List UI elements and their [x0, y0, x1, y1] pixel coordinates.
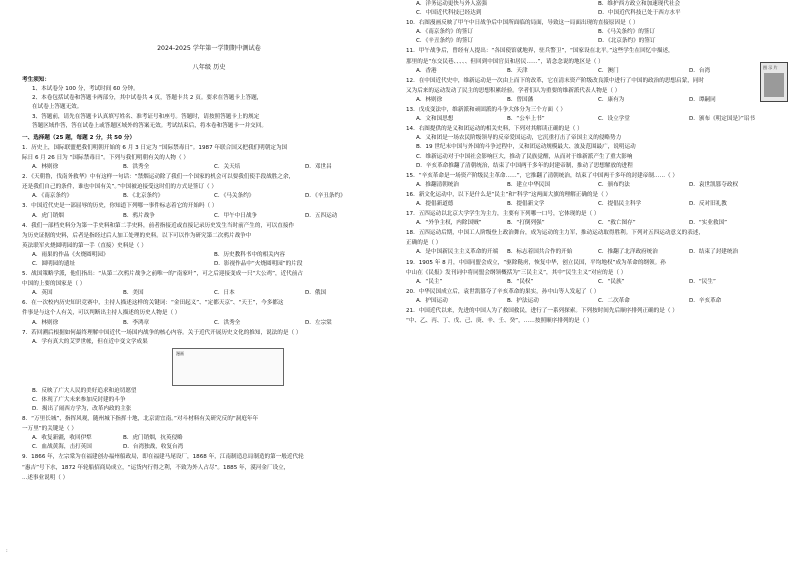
answer-option: D．颁布《明定国是》”诏书 — [689, 116, 755, 123]
question-text: “惠吉”号下水，1872 年轮船招商局成立，“运货内行得之利，不致为外人占尽”。1885 年，漠河金厂设立， — [22, 464, 290, 471]
answer-option: B．维护西方政立和加速现代社会 — [598, 1, 681, 7]
question-text: 9．1866 年，左宗棠为在福建创办福州船政局，即在福建马尾设厂，1868 年，江南制造总局制造的第一般近代轮 — [22, 454, 304, 461]
answer-option: B．曾国藩 — [507, 96, 534, 103]
answer-option: C．洪秀全 — [214, 319, 241, 326]
option-row — [406, 181, 780, 190]
answer-option: A．洋务运动更快与外人富强 — [416, 1, 487, 7]
answer-option: B．《北京条约》 — [123, 193, 164, 200]
question-text: 20．中华民国成立后，袁世凯篡夺了辛亥革命的果实，孙中山等人发起了（ ） — [406, 288, 600, 295]
notice-item: 3、答题前，请先在答题卡认真填写姓名、准考证号和座号。答题时，请按照答题卡上的规定 — [32, 113, 260, 120]
answer-option: C．“民族” — [598, 278, 625, 285]
photo-caption: 图 示 片 — [763, 65, 778, 70]
answer-option: D．反对旧礼教 — [689, 200, 727, 207]
notice-heading: 考生须知： — [22, 77, 50, 84]
answer-option: C．体现了广大未来参加反封建的斗争 — [32, 396, 126, 403]
answer-option: C．关天培 — [214, 164, 241, 171]
question-text: 21．中国近代以来，先进的中国人为了救国救民，进行了一系列探索。下列按时间先后顺序排列正确的是（ ） — [406, 308, 678, 314]
answer-option: A．虎门销烟 — [32, 212, 64, 219]
option-row — [406, 9, 780, 18]
answer-option: B．洪秀全 — [123, 164, 150, 171]
answer-option: C．中国近代科技已经达到 — [416, 10, 482, 17]
answer-option: C．圆明园的遗址 — [32, 260, 76, 267]
question-text: 正确的是（ ） — [406, 240, 442, 247]
answer-option: D．辛亥革命 — [689, 297, 722, 304]
answer-option: C．“救亡图存” — [598, 220, 636, 227]
answer-option: B．鸦片战争 — [123, 212, 155, 219]
question-text: 17．五四运动以北京大学学生为主力，主要有下列哪一口号，它体现的是（ ） — [406, 211, 600, 218]
answer-option: D．揭出了闹西方学为，改革内政的主张 — [32, 406, 132, 412]
option-row — [406, 278, 780, 287]
option-row — [406, 96, 780, 105]
notice-item: 答题区域作答，答在试卷上或答题区域外的答案无效。考试结束后，将本卷和答题卡一并交回。 — [32, 122, 267, 129]
question-text: 8．“万里长城”，指挥风观，随州城下指挥十地，北京需宜南。”对斗材料有关研究反的“洞庭年年 — [22, 416, 259, 423]
question-text: 16．新文化运动中，以下是什么是“民主”和“科学”这两面大旗的理解正确的是（ ） — [406, 191, 612, 198]
answer-option: C．甲午中日战争 — [214, 212, 258, 219]
question-text: “中、乙、丙、丁、戊、己、庚、辛、壬、癸”，……按照顺序排列的是（ ） — [406, 318, 593, 325]
answer-option: C．二次革命 — [598, 297, 630, 304]
cartoon-caption: 漫画 — [176, 350, 184, 356]
option-row — [22, 260, 396, 269]
answer-option: D．邓世昌 — [305, 164, 332, 171]
answer-option: B．“民权” — [507, 278, 534, 285]
question-text: 15．“辛亥革命是一场资产阶级民主革命……”，它推翻了清朝统治，结束了中国两千多年的封建帝制……（ ） — [406, 172, 679, 179]
answer-option: C．日本 — [214, 290, 235, 297]
answer-option: A．《南京条约》的签订 — [416, 29, 473, 36]
question-text: 11．甲午战争后，曾经有人提出：“各国使馆就地界，驻兵警卫”，“国家设在北平。”这些学生在回忆中描述， — [406, 48, 674, 55]
answer-option: A．英国 — [32, 290, 53, 297]
question-text: 7．若回溯后根据如何最终理解中国近代一场国内战争的核心内容。关于近代开展历史文化的推知，说法的是（ ） — [22, 329, 302, 336]
answer-option: B．反映了广大人民的美好追求和迫切愿望 — [32, 387, 137, 394]
question-text: 13．戊戌变法中，维新派和顽固派的斗争大体分为三个方面（ ） — [406, 107, 566, 114]
answer-option: D．“实业救国” — [689, 220, 728, 227]
question-text: 中山在《民报》发刊词中将同盟会纲领概括为“三民主义”，其中“民生主义”对应的是（ ） — [406, 269, 627, 276]
answer-option: B．“公车上书” — [507, 116, 545, 123]
question-text: 1．历史上，国际联盟把我们明朝开始的 6 月 3 日定为 “国际禁毒日”。1987 年联合国又把我们明朝定为国 — [22, 144, 288, 151]
notice-item: 1、本试卷分 100 分，考试时间 60 分钟。 — [32, 86, 139, 93]
option-row — [406, 67, 780, 76]
question-text: 为历史证据的史料，后者是指经过后人加工处理的史料。以下可以作为研究第二次鸦片战争中 — [22, 232, 252, 239]
answer-option: B．历史教科书中的相关内容 — [214, 251, 285, 258]
left-questions — [22, 144, 396, 483]
answer-option: A．《南京条约》 — [32, 193, 73, 200]
answer-option: D．袁世凯篡夺政权 — [689, 181, 739, 188]
answer-option: B．提倡新文学 — [507, 200, 545, 207]
answer-option: C．推翻了北洋政府统治 — [598, 249, 658, 256]
answer-option: A．“民主” — [416, 278, 443, 285]
answer-option: D．五四运动 — [305, 212, 338, 219]
answer-option: A．收复新疆，收回伊犁 — [32, 435, 92, 442]
notice-item: 在试卷上答题无效。 — [32, 104, 83, 111]
answer-option: A．林则徐 — [32, 319, 59, 326]
cartoon-illustration — [172, 348, 284, 386]
answer-option: A．提倡新道德 — [416, 200, 454, 207]
answer-option: A．义和团是一场农民阶级领导的反帝爱国运动，它沉重打击了帝国主义的侵略势力 — [416, 135, 622, 142]
answer-option: A．“外争主权，内除国贼” — [416, 220, 482, 227]
answer-option: D．俄国 — [305, 290, 327, 297]
answer-option: C．设立学堂 — [598, 116, 630, 123]
answer-option — [305, 443, 396, 452]
answer-option: D．中国近代科技已处于西方水平 — [598, 10, 681, 17]
answer-option: D．影视作品中“火烧圆明园”的片段 — [214, 260, 303, 267]
option-row — [22, 434, 396, 443]
answer-option: C．颁布约法 — [598, 181, 630, 188]
answer-option: B．护法运动 — [507, 297, 539, 304]
option-row — [406, 219, 780, 228]
question-text: ...述事业说明（ ） — [22, 474, 69, 481]
answer-option: B．建立中华民国 — [507, 181, 550, 188]
answer-option: B．虎门销烟，抗英侵略 — [123, 435, 183, 442]
answer-option: A．推翻清朝统治 — [416, 181, 459, 188]
answer-option — [214, 434, 305, 443]
answer-option: D．《北京条约》的签订 — [598, 38, 656, 45]
answer-option: B．天津 — [507, 67, 528, 74]
answer-option: B．《马关条约》的签订 — [598, 29, 655, 36]
question-text: 又为后来的运动发动了民主的思想积累经验。学者们认为重要的维新派代表人物是（ ） — [406, 87, 621, 94]
answer-option: D．结束了封建统治 — [689, 249, 739, 256]
option-row — [406, 37, 780, 46]
answer-option — [214, 443, 305, 452]
question-text: 英法联军火烧圆明园的第一手（直接）史料是（ ） — [22, 242, 147, 249]
section-heading: 一、选择题（25 题，每题 2 分，共 50 分） — [22, 134, 136, 141]
margin-mark: : — [6, 548, 8, 554]
answer-option: C．康有为 — [598, 96, 625, 103]
option-row — [406, 0, 780, 9]
question-text: 际日 6 月 26 日为 “国际禁毒日”。下列与我们明朝有关的人物（ ） — [22, 154, 189, 161]
notice-item: 2、本卷包括试卷和答题卡两部分，其中试卷共 4 页，答题卡共 2 页。要求在答题卡上答题， — [32, 95, 263, 102]
photo-image — [764, 73, 784, 97]
answer-option: A．护国运动 — [416, 297, 448, 304]
question-text: 5．战国策略学派，他们指出：“从第二次鸦片战争之前唯一的“南家叶”，可之后迎接变成一只“大公鸡”，近代前占 — [22, 271, 303, 278]
question-text: 2．《天朝鲁，伐南务救华》中有这样一句话：“禁烟运动除了我们一个国家的机会可以要我们使手段战胜之余， — [22, 174, 295, 181]
option-row — [406, 297, 780, 306]
option-row — [406, 28, 780, 37]
exam-subtitle: 八年级 历史 — [192, 64, 226, 72]
right-questions — [406, 0, 780, 326]
answer-option: B．19 世纪末中国与外国的斗争过程中，义和团运动规模最大、波及范围最广，说明运动 — [416, 144, 636, 151]
answer-option: D．台湾独战，收复台湾 — [123, 444, 184, 451]
option-row — [22, 319, 396, 328]
question-text: 那里的是“东交民巷、、、、、但回到中国官员和居民……”，请念念说的地区是（ ） — [406, 58, 604, 65]
answer-option: D．辛亥革命推翻了清朝统治，结束了中国两千多年的封建帝制，推动了思想解放的进程 — [416, 162, 633, 169]
answer-option: D．左宗棠 — [305, 319, 332, 326]
option-row — [406, 115, 780, 124]
option-row — [22, 163, 396, 172]
historical-photo — [760, 62, 788, 102]
answer-option: D．台湾 — [689, 67, 711, 74]
exam-title: 2024-2025 学年第一学期期中测试卷 — [157, 45, 261, 52]
question-text: 18．五四运动后期，中国工人阶级登上政治舞台，成为运动的主力军，推动运动取得胜利。下列对五四运动意义的表述， — [406, 230, 704, 237]
answer-option: B．李鸿章 — [123, 319, 150, 326]
answer-option: A．林则徐 — [32, 164, 59, 171]
answer-option: C．《辛丑条约》的签订 — [416, 38, 474, 45]
question-text: 一万里”的关键是（ ） — [22, 426, 78, 433]
option-row — [22, 192, 396, 201]
question-text: 14．右图提供的是义和团运动的相关史料，下列对其解读正确的是（ ） — [406, 126, 583, 133]
answer-option: A．香港 — [416, 67, 437, 74]
answer-option: B．标志着国共合作的开始 — [507, 249, 573, 256]
option-row — [406, 248, 780, 257]
question-text: 19．1905 年 8 月，中国同盟会成立，“驱除鞑虏，恢复中华，创立民国，平均地权”成为革命的纲领。孙 — [406, 259, 666, 266]
answer-option: A．是中国新民主主义革命的开端 — [416, 249, 499, 256]
left-column — [22, 0, 396, 561]
question-text: 4．我们一部档史料分为第一手史料和第二手史料，前者指接近或直接记录历史发生当时前产生的，可以直接作 — [22, 222, 295, 229]
answer-option: A．学有真大的艾罗世帐，但在近中变文学成果 — [32, 338, 148, 345]
answer-option: A．雨果的作品《火烧圆明园》 — [32, 251, 109, 258]
option-row — [22, 289, 396, 298]
question-text: 件事是与这个人有关，可以判断出主持人描述的历史人物是（ ） — [22, 310, 181, 317]
question-text: 还是我们自己的条件，谁也中国有关”。”中国被迫接受这时们的方式是签订（ ） — [22, 184, 217, 191]
question-text: 3．中国近代史是一部屈辱的历史，你知道下列哪一事件标志着它的开始吗（ ） — [22, 203, 218, 210]
answer-option: D．《辛丑条约》 — [305, 193, 346, 200]
answer-option: D．谭嗣同 — [689, 96, 716, 103]
option-row — [22, 251, 396, 260]
answer-option: C．维新运动对于中国社会影响巨大，推动了民族觉醒，从而对于维新派产生了重大影响 — [416, 153, 633, 160]
option-row — [406, 200, 780, 209]
question-text: 中国的上要的国家是（ ） — [22, 281, 86, 288]
answer-option: C．《马关条约》 — [214, 193, 255, 200]
answer-option: C．澳门 — [598, 67, 619, 74]
answer-option: C．血战黄海，击打英国 — [32, 444, 92, 451]
answer-option: C．提倡民主科学 — [598, 200, 642, 207]
right-column — [406, 0, 780, 561]
answer-option — [305, 434, 396, 443]
answer-option: A．林则徐 — [416, 96, 443, 103]
notice-list — [22, 85, 396, 130]
question-text: 12．在中国近代史中，维新运动是一次由上而下的改革，它在清末资产阶级改良派中进行了中国的政治的思想启蒙，同时 — [406, 77, 704, 84]
question-text: 10．右图漫画反映了甲午中日战争后中国所面临的局面，导致这一局面出现的直接原因是（ ） — [406, 20, 639, 27]
answer-option: B．美国 — [123, 290, 144, 297]
answer-option: B．“打倒列强” — [507, 220, 545, 227]
answer-option: D．“民生” — [689, 278, 716, 285]
question-text: 6．在一次校内历史知识竞赛中，主持人描述这样的关键词：“金田起义”、“定都天京”、“天王”，今多都这 — [22, 300, 284, 307]
answer-option: A．文和国思想 — [416, 116, 454, 123]
option-row — [22, 212, 396, 221]
option-row — [22, 443, 396, 452]
